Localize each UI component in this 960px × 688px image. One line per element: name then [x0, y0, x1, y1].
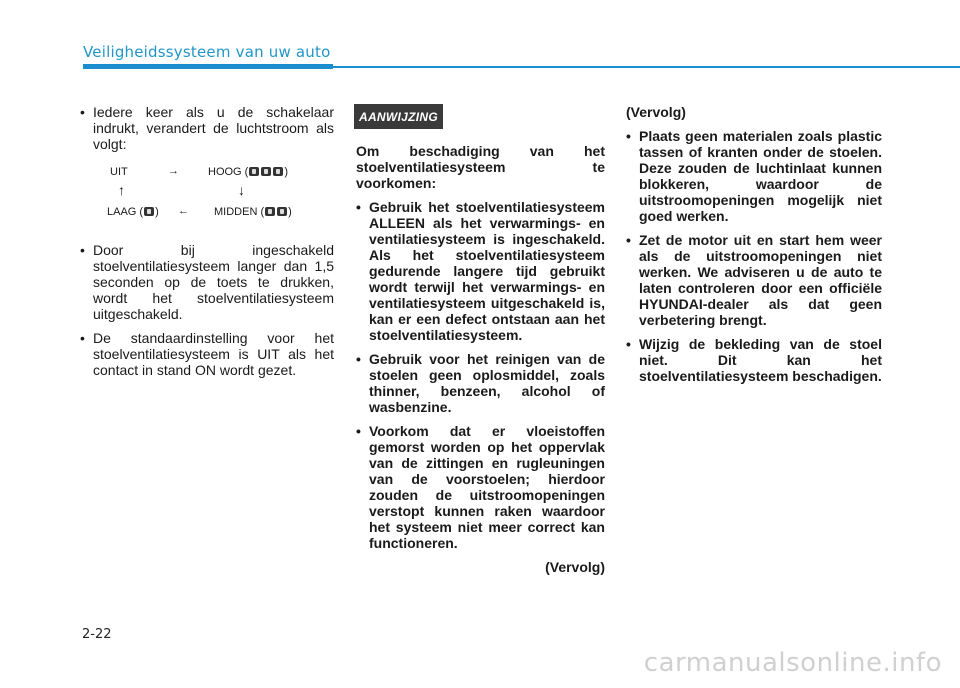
arrow-down-icon: ↓: [238, 182, 245, 198]
notice-bullet-cleaning: • Gebruik voor het reinigen van de stoelen geen oplosmiddel, zoals thinner, benzeen, alcohol of wasbenzine.: [356, 351, 605, 415]
bullet-airflow-intro: • Iedere keer als u de schakelaar indrukt, verandert de luchtstroom als volgt:: [80, 104, 334, 152]
notice-bullet-upholstery: • Wijzig de bekleding van de stoel niet. Dit kan het stoelventilatiesysteem beschadigen.: [626, 336, 882, 384]
arrow-left-icon: ←: [178, 205, 189, 217]
page-number: 2-22: [82, 627, 112, 642]
flow-label-high-close: ): [284, 166, 289, 178]
arrow-up-icon: ↑: [118, 182, 125, 198]
seat-icon-high: [248, 166, 284, 178]
airflow-cycle-diagram: [80, 160, 334, 238]
flow-label-medium-text: MIDDEN (: [214, 206, 265, 218]
header-accent-bar: [83, 64, 333, 69]
flow-label-medium-close: ): [288, 206, 292, 218]
bullet-default-setting: • De standaardinstelling voor het stoelventilatiesysteem is UIT als het contact in stand ON wordt gezet.: [80, 330, 334, 378]
section-title: Veiligheidssysteem van uw auto: [83, 43, 331, 61]
seat-icon-low: [143, 206, 155, 218]
notice-badge: AANWIJZING: [354, 104, 443, 129]
left-column: [80, 104, 334, 386]
flow-label-high-text: HOOG (: [208, 166, 249, 178]
bullet-switch-off: • Door bij ingeschakeld stoelventilatiesysteem langer dan 1,5 seconden op de toets te drukken, wordt het stoelventilatiesysteem uitgeschakeld.: [80, 242, 334, 322]
arrow-right-icon: →: [168, 165, 179, 177]
continued-label: (Vervolg): [545, 559, 605, 575]
seat-icon-medium: [264, 206, 288, 218]
notice-intro: Om beschadiging van het stoelventilatiesysteem te voorkomen:: [356, 143, 605, 191]
notice-bullet-restart: • Zet de motor uit en start hem weer als de uitstroomopeningen niet werken. We adviseren u de auto te laten controleren door een officiële HYUNDAI-dealer als dat geen verbetering brengt.: [626, 232, 882, 328]
notice-bullet-use-only: • Gebruik het stoelventilatiesysteem ALLEEN als het verwarmings- en ventilatiesysteem is ingeschakeld. Als het stoelventilatiesysteem gedurende langere tijd gebruikt wordt terwijl het verwarmings- en ventilatiesysteem uitgeschakeld is, kan er een defect ontstaan aan het stoelventilatiesysteem.: [356, 199, 605, 343]
right-column: [626, 104, 882, 392]
flow-label-low-close: ): [155, 206, 159, 218]
middle-column: [356, 104, 605, 575]
watermark: carmanualsonline.info: [643, 648, 942, 678]
notice-bullet-liquids: • Voorkom dat er vloeistoffen gemorst worden op het oppervlak van de zittingen en rugleuningen van de voorstoelen; hierdoor zouden de uitstroomopeningen verstopt kunnen raken waardoor het systeem niet meer correct kan functioneren.: [356, 423, 605, 551]
flow-label-low: [107, 206, 159, 218]
continued-heading: (Vervolg): [626, 104, 686, 120]
flow-label-medium: [214, 206, 292, 218]
flow-label-off: UIT: [110, 166, 128, 178]
notice-bullet-materials: • Plaats geen materialen zoals plastic tassen of kranten onder de stoelen. Deze zouden de luchtinlaat kunnen blokkeren, waardoor de uitstroomopeningen mogelijk niet goed werken.: [626, 128, 882, 224]
flow-label-low-text: LAAG (: [107, 206, 144, 218]
header-rule: [333, 66, 960, 68]
flow-label-high: [208, 166, 288, 178]
